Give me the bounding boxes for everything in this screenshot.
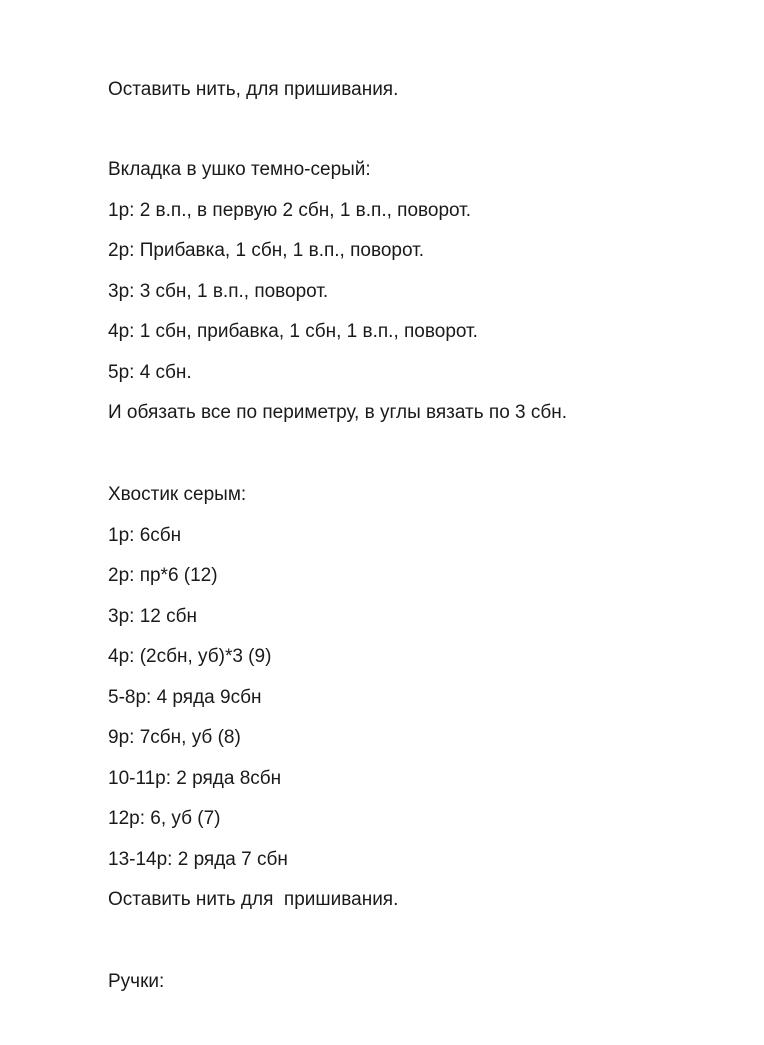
tail-note: Оставить нить для пришивания. — [108, 889, 399, 910]
ear-insert-row-1: 1р: 2 в.п., в первую 2 сбн, 1 в.п., поворот. — [108, 200, 472, 221]
ear-insert-row-3: 3р: 3 сбн, 1 в.п., поворот. — [108, 281, 329, 302]
ear-insert-note: И обязать все по периметру, в углы вязать по 3 сбн. — [108, 402, 568, 423]
tail-row-2: 2р: пр*6 (12) — [108, 565, 218, 586]
tail-row-7: 10-11р: 2 ряда 8сбн — [108, 768, 282, 789]
ear-insert-heading: Вкладка в ушко темно-серый: — [108, 159, 371, 180]
intro-text: Оставить нить, для пришивания. — [108, 79, 399, 100]
tail-row-8: 12р: 6, уб (7) — [108, 808, 221, 829]
arms-heading: Ручки: — [108, 971, 165, 992]
ear-insert-row-2: 2р: Прибавка, 1 сбн, 1 в.п., поворот. — [108, 240, 425, 261]
tail-heading: Хвостик серым: — [108, 484, 247, 505]
tail-row-4: 4р: (2сбн, уб)*3 (9) — [108, 646, 272, 667]
ear-insert-row-4: 4р: 1 сбн, прибавка, 1 сбн, 1 в.п., поворот. — [108, 321, 478, 342]
tail-row-3: 3р: 12 сбн — [108, 606, 197, 627]
tail-row-6: 9р: 7сбн, уб (8) — [108, 727, 241, 748]
tail-row-1: 1р: 6сбн — [108, 525, 182, 546]
tail-row-9: 13-14р: 2 ряда 7 сбн — [108, 849, 288, 870]
ear-insert-row-5: 5р: 4 сбн. — [108, 362, 192, 383]
tail-row-5: 5-8р: 4 ряда 9сбн — [108, 687, 262, 708]
